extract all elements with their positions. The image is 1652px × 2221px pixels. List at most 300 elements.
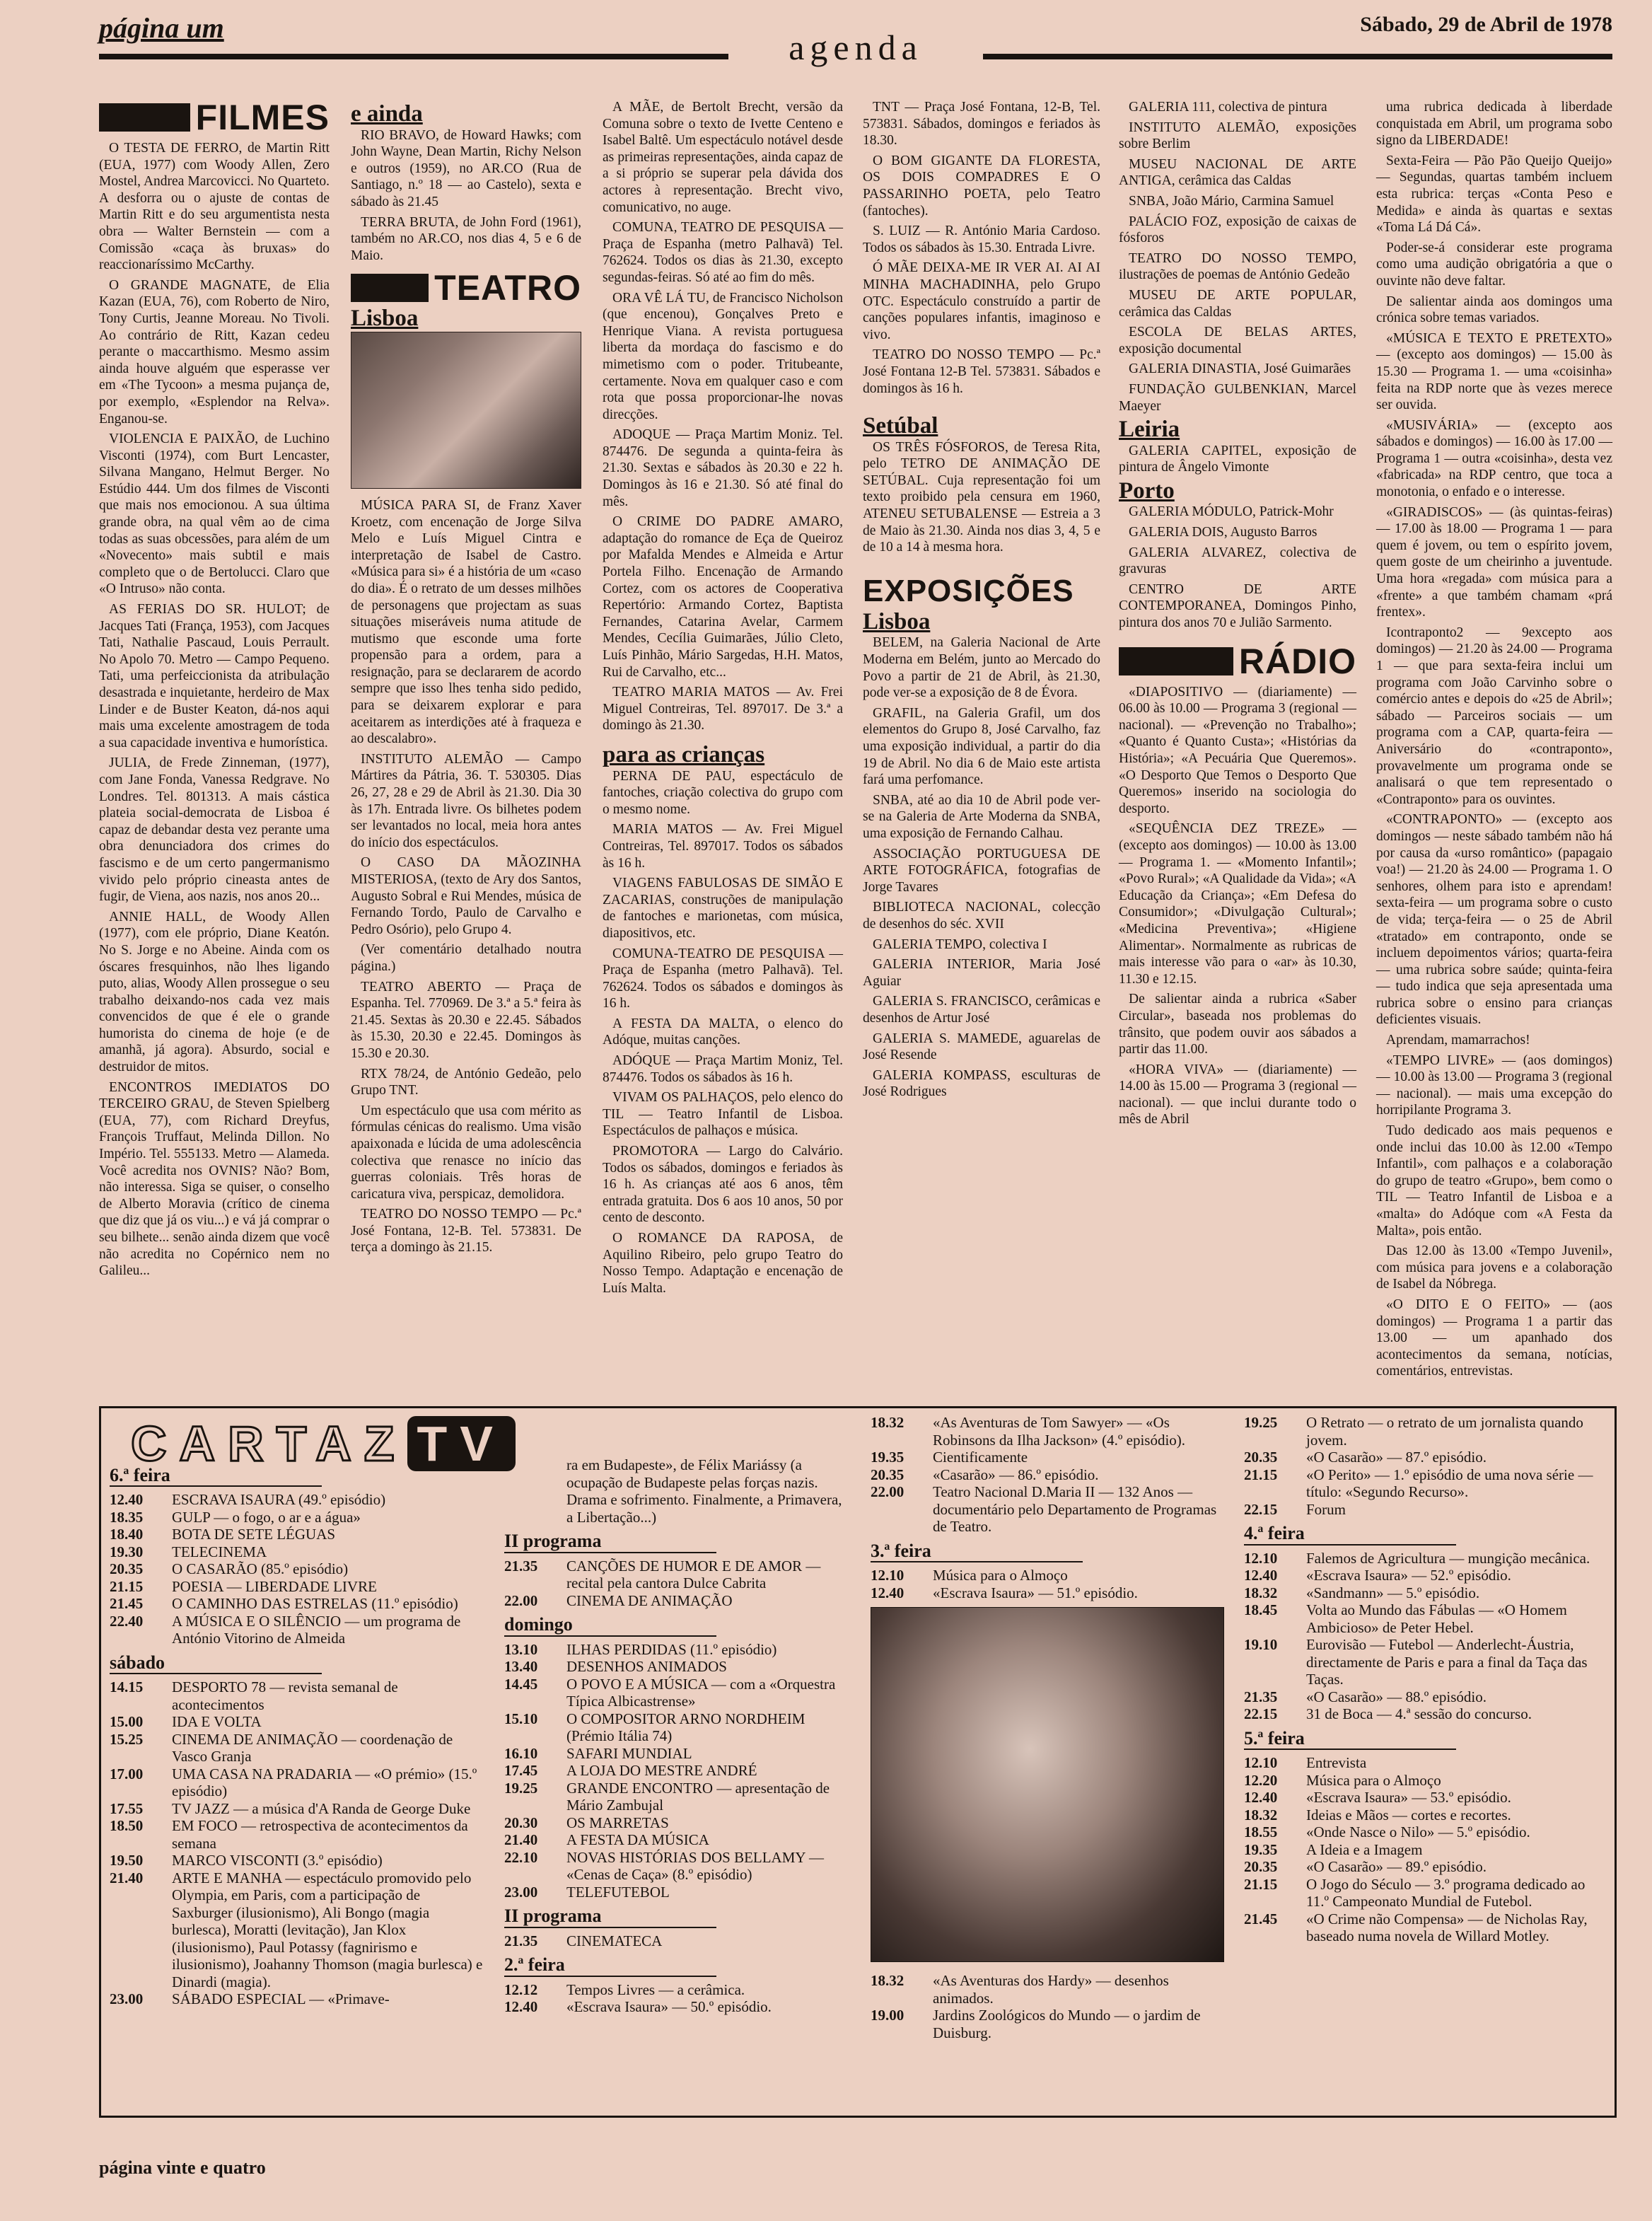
- listing-paragraph: GALERIA S. FRANCISCO, cerâmicas e desenhos de Artur José: [863, 994, 1100, 1026]
- tv-time: 12.10: [871, 1567, 904, 1584]
- cartaz-tv-box: [99, 1406, 1617, 2118]
- tv-listing-row: [504, 1780, 851, 1814]
- tv-listing-row: [504, 1745, 851, 1763]
- tv-time: 23.00: [110, 1990, 144, 2007]
- tv-listing-row: [1244, 1466, 1605, 1501]
- tv-listing-row: [110, 1491, 484, 1509]
- tv-programme: EM FOCO — retrospectiva de acontecimentos da semana: [172, 1817, 468, 1852]
- listing-paragraph: BELEM, na Galeria Nacional de Arte Moderna em Belém, junto ao Mercado do Povo a partir de 21 de Abril, às 21.30, pode ver-se a exposição de 8 de Évora.: [863, 635, 1100, 701]
- tv-listing-row: [871, 1414, 1224, 1449]
- tv-time: 20.35: [1244, 1449, 1278, 1466]
- tv-listing-row: [504, 1592, 851, 1610]
- listing-paragraph: Aprendam, mamarrachos!: [1386, 1033, 1530, 1048]
- listing-paragraph: «CONTRAPONTO» — (excepto aos domingos — neste sábado também não há por causa da «urso romântico» (papagaio voa!) — 21.20 às 24.00 — Programa 1. O senhores, olhem para isto e aprendam! sexta-feira — um programa sobre o custo de vida; terça-feira — o 25 de Abril «tratado» em contraponto, onde se incluem depoimentos vários; quarta-feira — uma rubrica sobre saúde; quinta-feira — tudo indica que seja apresentada uma rubrica sobre o ensino para crianças deficientes visuais.: [1376, 812, 1612, 1028]
- listing-paragraph: TERRA BRUTA, de John Ford (1961), também no AR.CO, nos dias 4, 5 e 6 de Maio.: [351, 214, 581, 263]
- tv-listing-row: [1244, 1501, 1605, 1519]
- listing-paragraph: ENCONTROS IMEDIATOS DO TERCEIRO GRAU, de Steven Spielberg (EUA, 77), com Richard Dreyfus, François Truffaut, Melinda Dillon. No Império. Tel. 555133. Metro — Alameda. Você acredita nos OVNIS? Não? Bom, não interessa. Siga se quiser, o conselho de Alberto Moravia (crítico de cinema que diz que já os viu...) e vá já comprar o seu bilhete... senão ainda dizem que você não acredita no Copérnico nem no Galileu...: [99, 1079, 330, 1279]
- listing-paragraph: ORA VÊ LÁ TU, de Francisco Nicholson (que encenou), Gonçalves Preto e Henrique Viana. A revista portuguesa liberta da mordaça do fascismo e do mimetismo com o poder. Tritubeante, certamente. Nova em qualquer caso e com rota que possa proporcionar-lhe novas direcções.: [603, 290, 843, 422]
- tv-time: 12.40: [110, 1491, 144, 1508]
- listing-paragraph: Sexta-Feira — Pão Pão Queijo Queijo» — Segundas, quartas também incluem esta rubrica: terças «Conta Peso e Medida» e ainda às quartas e sextas «Toma Lá Dá Cá».: [1376, 153, 1612, 236]
- column-exposicoes: [863, 99, 1100, 1358]
- tv-programme: «Escrava Isaura» — 51.º episódio.: [933, 1584, 1138, 1601]
- tv-programme: GRANDE ENCONTRO — apresentação de Mário Zambujal: [566, 1779, 830, 1814]
- tv-programme: Música para o Almoço: [1306, 1771, 1441, 1789]
- tv-programme: IDA E VOLTA: [172, 1713, 262, 1730]
- tv-day-heading: domingo: [504, 1616, 716, 1637]
- listing-paragraph: GRAFIL, na Galeria Grafil, um dos elementos do Grupo 8, José Carvalho, faz uma exposição individual, a partir do dia 19 de Abril. No dia 6 de Maio este artista fará uma perfomance.: [863, 705, 1100, 788]
- subhead-lisboa: Lisboa: [351, 306, 419, 332]
- tv-time: 18.32: [871, 1972, 904, 1989]
- listing-paragraph: RTX 78/24, de António Gedeão, pelo Grupo TNT.: [351, 1066, 581, 1098]
- tv-time: 21.15: [1244, 1466, 1278, 1483]
- section-teatro: TEATRO: [351, 274, 581, 302]
- tv-programme: «Escrava Isaura» — 52.º episódio.: [1306, 1567, 1511, 1584]
- tv-schedule-3b: [871, 1972, 1224, 2041]
- tv-time: 19.25: [504, 1779, 538, 1797]
- tv-programme: A Ideia e a Imagem: [1306, 1840, 1423, 1858]
- tv-listing-row: [1244, 1601, 1605, 1636]
- section-filmes: FILMES: [99, 103, 330, 132]
- listing-paragraph: uma rubrica dedicada à liberdade conquistada em Abril, um programa sobo signo da LIBERDADE!: [1376, 100, 1612, 149]
- listing-paragraph: «DIAPOSITIVO — (diariamente) — 06.00 às 10.00 — Programa 3 (regional — nacional). — «Prevenção no Trabalho»; «Quanto é Quanto Custa»; «Histórias da História»; «A Pecuária Que Queremos». «O Desporto Que Temos o Desporto Que Queremos» inserido na sociologia do desporto.: [1119, 684, 1356, 816]
- tv-time: 14.15: [110, 1678, 144, 1695]
- tv-time: 12.20: [1244, 1771, 1278, 1789]
- listing-paragraph: «GIRADISCOS» — (às quintas-feiras) — 17.00 às 18.00 — Programa 1 — para quem é jovem, ou tem o espírito jovem, quem goste de um cheirinho a juventude. Uma hora «regada» com música para a «frente» a que também chamam «prá frentex».: [1376, 504, 1612, 620]
- tv-listing-row: [1244, 1807, 1605, 1824]
- tv-listing-row: [504, 1558, 851, 1592]
- listing-paragraph: GALERIA ALVAREZ, colectiva de gravuras: [1119, 545, 1356, 577]
- tv-programme: O CAMINHO DAS ESTRELAS (11.º episódio): [172, 1595, 458, 1612]
- tv-programme: Falemos de Agricultura — mungição mecânica.: [1306, 1549, 1590, 1567]
- tv-time: 12.10: [1244, 1754, 1278, 1771]
- section-radio: RÁDIO: [1119, 647, 1356, 675]
- tv-listing-row: [1244, 1567, 1605, 1584]
- tv-programme: «O Casarão» — 89.º episódio.: [1306, 1858, 1487, 1875]
- tv-column-4: [1244, 1414, 1605, 2110]
- tv-time: 18.32: [1244, 1584, 1278, 1601]
- tv-programme: SAFARI MUNDIAL: [566, 1744, 692, 1762]
- exhibition-listings-b: [1119, 99, 1356, 414]
- tv-time: 21.15: [1244, 1875, 1278, 1893]
- tv-time: 14.45: [504, 1675, 538, 1693]
- tv-programme: «Escrava Isaura» — 53.º episódio.: [1306, 1789, 1511, 1806]
- tv-schedule-3a: [871, 1414, 1224, 1601]
- listing-paragraph: GALERIA MÓDULO, Patrick-Mohr: [1129, 504, 1334, 520]
- listing-paragraph: O BOM GIGANTE DA FLORESTA, OS DOIS COMPADRES E O PASSARINHO POETA, pelo Teatro (fantoches).: [863, 153, 1100, 219]
- tv-time: 21.40: [110, 1869, 144, 1886]
- subhead-porto: Porto: [1119, 477, 1175, 504]
- tv-listing-row: [110, 1713, 484, 1731]
- tv-programme: TELEFUTEBOL: [566, 1883, 670, 1901]
- tv-listing-row: [871, 1567, 1224, 1584]
- tv-time: 22.15: [1244, 1500, 1278, 1518]
- tv-programme: Eurovisão — Futebol — Anderlecht-Áustria, directamente de Paris e para a final da Taça das Taças.: [1306, 1636, 1588, 1688]
- tv-listing-row: [110, 1613, 484, 1647]
- column-exposicoes-radio: [1119, 99, 1356, 1358]
- tv-time: 21.40: [504, 1831, 538, 1848]
- listing-paragraph: O GRANDE MAGNATE, de Elia Kazan (EUA, 76), com Roberto de Niro, Tony Curtis, Jeanne Moreau. No Tivoli. Ao contrário de Ritt, Kazan cedeu perante o maccarthismo. Mesmo assim ainda houve alguém que esperasse ver em «The Tycoon» a mesma pujança de, por exemplo, «Esplendor na Relva». Enganou-se.: [99, 277, 330, 427]
- listing-paragraph: TEATRO ABERTO — Praça de Espanha. Tel. 770969. De 3.ª a 5.ª feira às 21.45. Sextas às 20.30 e 22.45. Sábados às 15.30, 20.30 e 22.45. Domingos às 15.30 e 20.30.: [351, 979, 581, 1061]
- listing-paragraph: «SEQUÊNCIA DEZ TREZE» — (excepto aos domingos) — 10.00 às 13.00 — Programa 1. — «Momento Infantil»; «Povo Rural»; «A Qualidade da Vida»; «A Educação da Criança»; «Em Defesa do Consumidor»; «Divulgação Cultural»; «Medicina Preventiva»; «Higiene Alimentar». Normalmente as rubricas de mais interesse vão para o «ar» às 10.30, 11.30 e 12.15.: [1119, 821, 1356, 987]
- tv-listing-row: [1244, 1584, 1605, 1602]
- tv-programme: ARTE E MANHA — espectáculo promovido pelo Olympia, em Paris, com a participação de Saxburger (ilusionismo), Ali Bongo (magia burlesca), Moratti (levitação), Jan Klox (ilusionismo), Paul Potassy (fagnirismo e ilusionismo), Joahanny Thomson (magia burlesca) e Dinardi (magia).: [172, 1869, 483, 1990]
- listing-paragraph: FUNDAÇÃO GULBENKIAN, Marcel Maeyer: [1119, 381, 1356, 414]
- tv-listing-row: [110, 1990, 484, 2008]
- listing-paragraph: O TESTA DE FERRO, de Martin Ritt (EUA, 1977) com Woody Allen, Zero Mostel, Andrea Marcovicci. No Quarteto. A desforra ou o ajuste de contas de Martin Ritt e do seu argumentista nesta obra — Walter Bernstein — com a Comissão «caça às bruxas» do reaccionaríssimo McCarthy.: [99, 141, 330, 273]
- tv-programme: «As Aventuras de Tom Sawyer» — «Os Robinsons da Ilha Jackson» (4.º episódio).: [933, 1414, 1186, 1449]
- tv-programme: Teatro Nacional D.Maria II — 132 Anos — documentário pelo Departamento de Programas de Teatro.: [933, 1483, 1217, 1535]
- tv-listing-row: [110, 1595, 484, 1613]
- tv-schedule-2: [504, 1456, 851, 2016]
- tv-listing-row: [871, 2007, 1224, 2041]
- tv-listing-row: [1244, 1841, 1605, 1859]
- tv-listing-row: [504, 1981, 851, 1999]
- tv-programme: SÁBADO ESPECIAL — «Primave-: [172, 1990, 390, 2007]
- listing-paragraph: COMUNA, TEATRO DE PESQUISA — Praça de Espanha (metro Palhavã) Tel. 762624. Todos os dias às 21.30, excepto segundas-feiras. Só até ao fim do mês.: [603, 220, 843, 285]
- tv-time: 16.10: [504, 1744, 538, 1762]
- listing-paragraph: INSTITUTO ALEMÃO, exposições sobre Berlim: [1119, 120, 1356, 152]
- tv-listing-row: [1244, 1754, 1605, 1772]
- tv-programme: CINEMA DE ANIMAÇÃO — coordenação de Vasco Granja: [172, 1730, 453, 1765]
- leiria-listings: [1119, 443, 1356, 476]
- tv-programme: «Escrava Isaura» — 50.º episódio.: [566, 1998, 772, 2015]
- tv-time: 18.45: [1244, 1601, 1278, 1618]
- column-radio: [1376, 99, 1612, 1379]
- section-title: agenda: [789, 28, 923, 67]
- tv-time: 21.45: [110, 1595, 144, 1612]
- tv-time: 12.10: [1244, 1549, 1278, 1567]
- listing-paragraph: SNBA, João Mário, Carmina Samuel: [1129, 193, 1334, 209]
- tv-time: 19.35: [1244, 1840, 1278, 1858]
- tv-listing-row: [504, 1456, 851, 1526]
- listing-paragraph: A MÃE, de Bertolt Brecht, versão da Comuna sobre o texto de Ivette Centeno e Isabel Baltê. Um espectáculo notável desde as primeiras representações, ainda capaz de a si próprio se superar pela dávida dos actores à representação. Brecht vivo, comunicativo, no auge.: [603, 100, 843, 215]
- column-teatro-b: [603, 99, 843, 1358]
- theatre-listings-b: [603, 99, 843, 734]
- tv-programme: Volta ao Mundo das Fábulas — «O Homem Ambicioso» de Peter Hebel.: [1306, 1601, 1567, 1636]
- tv-programme: Jardins Zoológicos do Mundo — o jardim de Duisburg.: [933, 2007, 1201, 2041]
- tv-day-heading: II programa: [504, 1908, 716, 1928]
- listing-paragraph: ESCOLA DE BELAS ARTES, exposição documental: [1119, 325, 1356, 356]
- tv-time: 22.40: [110, 1612, 144, 1630]
- listing-paragraph: GALERIA KOMPASS, esculturas de José Rodrigues: [863, 1067, 1100, 1100]
- tv-listing-row: [110, 1869, 484, 1991]
- tv-listing-row: [871, 1483, 1224, 1536]
- tv-time: 12.40: [1244, 1789, 1278, 1806]
- tv-listing-row: [504, 1884, 851, 1901]
- tv-time: 12.40: [1244, 1567, 1278, 1584]
- tv-listing-row: [504, 1932, 851, 1950]
- tv-programme: UMA CASA NA PRADARIA — «O prémio» (15.º episódio): [172, 1765, 477, 1799]
- tv-programme: POESIA — LIBERDADE LIVRE: [172, 1577, 377, 1595]
- tv-time: 22.00: [504, 1591, 538, 1609]
- listing-paragraph: AS FERIAS DO SR. HULOT; de Jacques Tati (França, 1953), com Jacques Tati, Nathalie Pascaud, Louis Perrault. No Apolo 70. Metro — Campo Pequeno. Tati, uma perfeiccionista da atribulação desastrada e inquietante, herdeiro de Max Linder e de Buster Keaton, dá-nos aqui mais uma excelente amostragem de toda a sua capacidade inventiva e humorística.: [99, 602, 330, 750]
- tv-listing-row: [1244, 1772, 1605, 1790]
- listing-paragraph: GALERIA DINASTIA, José Guimarães: [1129, 361, 1351, 377]
- tv-programme: O POVO E A MÚSICA — com a «Orquestra Típica Albicastrense»: [566, 1675, 836, 1710]
- tv-programme: O Retrato — o retrato de um jornalista quando jovem.: [1306, 1414, 1583, 1449]
- children-listings: [603, 768, 843, 1297]
- tv-day-heading: 4.ª feira: [1244, 1525, 1456, 1546]
- tv-time: [504, 1456, 566, 1526]
- listing-paragraph: MUSEU DE ARTE POPULAR, cerâmica das Caldas: [1119, 287, 1356, 320]
- listing-paragraph: (Ver comentário detalhado noutra página.): [351, 942, 581, 974]
- column-teatro-a: [351, 99, 581, 1358]
- tv-programme: TV JAZZ — a música d'A Randa de George Duke: [172, 1799, 471, 1817]
- tv-programme: ILHAS PERDIDAS (11.º episódio): [566, 1640, 777, 1658]
- subhead-setubal: Setúbal: [863, 413, 938, 439]
- listing-paragraph: O ROMANCE DA RAPOSA, de Aquilino Ribeiro, pelo grupo Teatro do Nosso Tempo. Adaptação e encenação de Luís Malta.: [603, 1231, 843, 1296]
- listing-paragraph: «MÚSICA E TEXTO E PRETEXTO» — (excepto aos domingos) — 15.00 às 15.30 — Programa 1. — uma «coisinha» feita na RDP norte que às vezes merece ser ouvida.: [1376, 330, 1612, 413]
- tv-programme: MARCO VISCONTI (3.º episódio): [172, 1852, 383, 1869]
- tv-column-1: [110, 1414, 506, 2110]
- listing-paragraph: TEATRO MARIA MATOS — Av. Frei Miguel Contreiras, Tel. 897017. De 3.ª a domingo às 21.30.: [603, 685, 843, 733]
- header-rule-right: [983, 54, 1612, 59]
- tv-schedule-4: [1244, 1414, 1605, 1945]
- tv-listing-row: [1244, 1550, 1605, 1567]
- tv-time: 19.50: [110, 1852, 144, 1869]
- tv-listing-row: [110, 1560, 484, 1578]
- tv-programme: «Onde Nasce o Nilo» — 5.º episódio.: [1306, 1823, 1530, 1840]
- tv-programme: «As Aventuras dos Hardy» — desenhos animados.: [933, 1972, 1169, 2007]
- listing-paragraph: Tudo dedicado aos mais pequenos e onde inclui das 10.00 às 12.00 «Tempo Infantil», com palhaços e a colaboração do grupo de teatro «Grupo», bem como o TIL — Teatro Infantil de Lisboa e a «malta» do Adóque com «A Festa da Malta», pois então.: [1376, 1123, 1612, 1239]
- tv-time: 22.00: [871, 1483, 904, 1500]
- tv-time: 21.35: [504, 1557, 538, 1575]
- tv-day-heading: 2.ª feira: [504, 1956, 716, 1977]
- tv-listing-row: [110, 1678, 484, 1713]
- tv-listing-row: [1244, 1910, 1605, 1945]
- listing-paragraph: De salientar ainda a rubrica «Saber Circular», baseada nos problemas do trânsito, que podem ouvir aos sábados a partir das 11.00.: [1119, 992, 1356, 1057]
- tv-listing-row: [871, 1449, 1224, 1466]
- tv-time: 12.40: [871, 1584, 904, 1601]
- tv-programme: O COMPOSITOR ARNO NORDHEIM (Prémio Itália 74): [566, 1710, 805, 1744]
- tv-programme: TELECINEMA: [172, 1543, 267, 1560]
- subhead-leiria: Leiria: [1119, 417, 1180, 443]
- tv-programme: «O Crime não Compensa» — de Nicholas Ray, baseado numa novela de Willard Motley.: [1306, 1910, 1588, 1944]
- listing-paragraph: GALERIA INTERIOR, Maria José Aguiar: [863, 957, 1100, 989]
- tv-listing-row: [1244, 1823, 1605, 1841]
- page-footer: página vinte e quatro: [99, 2157, 266, 2178]
- listing-paragraph: CENTRO DE ARTE CONTEMPORANEA, Domingos Pinho, pintura dos anos 70 e Julião Sarmento.: [1119, 581, 1356, 631]
- tv-time: 19.25: [1244, 1414, 1278, 1431]
- tv-time: 21.35: [504, 1932, 538, 1949]
- tv-listing-row: [871, 1972, 1224, 2007]
- listing-paragraph: GALERIA 111, colectiva de pintura: [1129, 100, 1327, 115]
- tv-listing-row: [1244, 1789, 1605, 1807]
- listing-paragraph: BIBLIOTECA NACIONAL, colecção de desenhos do séc. XVII: [863, 900, 1100, 932]
- listing-paragraph: GALERIA TEMPO, colectiva I: [873, 936, 1047, 952]
- subhead-criancas: para as crianças: [603, 741, 765, 767]
- listing-paragraph: PALÁCIO FOZ, exposição de caixas de fósforos: [1119, 214, 1356, 246]
- tv-time: 21.15: [110, 1577, 144, 1595]
- listing-paragraph: MÚSICA PARA SI, de Franz Xaver Kroetz, com encenação de Jorge Silva Melo e Luís Miguel Cintra e interpretação de Isabel de Castro. «Música para si» é a história de um «caso do dia». É o retrato de um desses milhões de personagens que projectam as suas situações miseráveis numa atitude de mutismo que esconde uma forte propensão para a ordem, para a resignação, para se declararem de acordo sempre que isso lhes tenha sido pedido, para se deixarem explorar e para aceitarem as interdições até à fraqueza e ao descalabro».: [351, 497, 581, 747]
- tv-photo: [871, 1607, 1224, 1962]
- listing-paragraph: PERNA DE PAU, espectáculo de fantoches, criação colectiva do grupo com o mesmo nome.: [603, 768, 843, 817]
- tv-programme: CINEMATECA: [566, 1932, 663, 1949]
- tv-time: 22.15: [1244, 1705, 1278, 1722]
- listing-paragraph: Um espectáculo que usa com mérito as fórmulas cénicas do realismo. Uma visão apaixonada e lúcida de uma adolescência colectiva que renasce no início das guerras coloniais. Três horas de caricatura viva, perspicaz, demolidora.: [351, 1103, 581, 1202]
- tv-listing-row: [110, 1526, 484, 1543]
- tv-listing-row: [110, 1543, 484, 1561]
- tv-time: 18.50: [110, 1817, 144, 1834]
- tv-time: 19.10: [1244, 1636, 1278, 1653]
- listing-paragraph: ADÓQUE — Praça Martim Moniz, Tel. 874476. Todos os sábados às 16 h.: [603, 1053, 843, 1085]
- column-filmes: [99, 99, 330, 1358]
- film-listings: [99, 140, 330, 1280]
- tv-listing-row: [504, 1658, 851, 1676]
- tv-programme: Ideias e Mãos — cortes e recortes.: [1306, 1806, 1511, 1823]
- tv-listing-row: [110, 1800, 484, 1818]
- tv-listing-row: [110, 1817, 484, 1852]
- tv-listing-row: [1244, 1688, 1605, 1706]
- listing-paragraph: ADOQUE — Praça Martim Moniz. Tel. 874476. De segunda a quinta-feira às 21.30. Sextas e sábados às 20.30 e 22 h. Domingos às 16 e 21.30. Só até final do mês.: [603, 427, 843, 509]
- tv-programme: «O Perito» — 1.º episódio de uma nova série — título: «Segundo Recurso».: [1306, 1466, 1593, 1500]
- listing-paragraph: O CASO DA MÃOZINHA MISTERIOSA, (texto de Ary dos Santos, Augusto Sobral e Rui Mendes, música de Fernando Tordo, Paulo de Carvalho e Pedro Osório), pelo Grupo 4.: [351, 855, 581, 937]
- tv-programme: Tempos Livres — a cerâmica.: [566, 1981, 745, 1998]
- listing-paragraph: TNT — Praça José Fontana, 12-B, Tel. 573831. Sábados, domingos e feriados às 18.30.: [863, 100, 1100, 149]
- tv-time: 20.35: [110, 1560, 144, 1577]
- tv-listing-row: [110, 1731, 484, 1765]
- tv-programme: «Casarão» — 86.º episódio.: [933, 1466, 1099, 1483]
- listing-paragraph: «TEMPO LIVRE» — (aos domingos) — 10.00 às 13.00 — Programa 3 (regional — nacional). — mais uma excepção do horripilante Programa 3.: [1376, 1052, 1612, 1118]
- tv-listing-row: [504, 1998, 851, 2016]
- exhibition-listings-a: [863, 634, 1100, 1100]
- listing-paragraph: Poder-se-á considerar este programa como uma audição obrigatória a que o ouvinte não deve faltar.: [1376, 240, 1612, 289]
- radio-listings-b: [1376, 99, 1612, 1380]
- subhead-e-ainda: e ainda: [351, 101, 423, 127]
- listing-paragraph: COMUNA-TEATRO DE PESQUISA — Praça de Espanha (metro Palhavã). Tel. 762624. Todos os sábados e domingos às 16 h.: [603, 946, 843, 1011]
- tv-listing-row: [110, 1578, 484, 1596]
- listing-paragraph: TEATRO DO NOSSO TEMPO, ilustrações de poemas de António Gedeão: [1119, 250, 1356, 283]
- tv-listing-row: [871, 1584, 1224, 1602]
- tv-listing-row: [1244, 1876, 1605, 1910]
- tv-programme: 31 de Boca — 4.ª sessão do concurso.: [1306, 1705, 1532, 1722]
- page-header: [99, 10, 1612, 67]
- tv-time: 20.35: [871, 1466, 904, 1483]
- listing-paragraph: GALERIA S. MAMEDE, aguarelas de José Resende: [863, 1031, 1100, 1063]
- tv-listing-row: [1244, 1858, 1605, 1876]
- tv-programme: «O Casarão» — 87.º episódio.: [1306, 1449, 1487, 1466]
- tv-programme: ra em Budapeste», de Félix Mariássy (a ocupação de Budapeste pelas forças nazis. Drama e sofrimento. Finalmente, a Primavera, a Libertação...): [566, 1456, 842, 1526]
- tv-time: 13.10: [504, 1640, 538, 1658]
- tv-listing-row: [110, 1765, 484, 1800]
- tv-day-heading: II programa: [504, 1533, 716, 1553]
- tv-listing-row: [504, 1762, 851, 1780]
- listing-paragraph: TEATRO DO NOSSO TEMPO — Pc.ª José Fontana 12-B Tel. 573831. Sábados e domingos às 16 h.: [863, 347, 1100, 396]
- tv-programme: A LOJA DO MESTRE ANDRÉ: [566, 1762, 757, 1779]
- tv-programme: Entrevista: [1306, 1754, 1367, 1771]
- tv-listing-row: [1244, 1414, 1605, 1449]
- tv-time: 18.35: [110, 1508, 144, 1526]
- tv-programme: CINEMA DE ANIMAÇÃO: [566, 1591, 733, 1609]
- tv-listing-row: [110, 1509, 484, 1526]
- tv-time: 19.00: [871, 2007, 904, 2024]
- tv-column-2: [504, 1414, 851, 2110]
- theatre-photo: [351, 332, 581, 489]
- listing-paragraph: «O DITO E O FEITO» — (aos domingos) — Programa 1 a partir das 13.00 — um apanhado dos acontecimentos da semana, notícias, comentários, entrevistas.: [1376, 1297, 1612, 1379]
- listing-paragraph: «MUSIVÁRIA» — (excepto aos sábados e domingos) — 16.00 às 17.00 — Programa 1 — outra «coisinha», desta vez «fabricada» na RDP centro, que toca a monotonia, o enfado e o interesse.: [1376, 417, 1612, 500]
- listing-paragraph: RIO BRAVO, de Howard Hawks; com John Wayne, Dean Martin, Richy Nelson e outros (1959), no AR.CO (Rua de Santiago, n.º 18 — ao Castelo), sexta e sábado às 21.45: [351, 127, 581, 209]
- tv-time: 18.55: [1244, 1823, 1278, 1840]
- tv-programme: DESPORTO 78 — revista semanal de acontecimentos: [172, 1678, 398, 1713]
- listing-paragraph: O CRIME DO PADRE AMARO, adaptação do romance de Eça de Queiroz por Mafalda Mendes e Almeida e Artur Portela Filho. Encenação de Armando Cortez, com os actores de Cooperativa Repertório: Armando Cortez, Baptista Fernandes, Catarina Avelar, Carmem Mendes, Cecília Guimarães, Júlio Cleto, Luís Pinhão, Mário Sargedas, H.H. Matos, Rui de Carvalho, etc...: [603, 514, 843, 680]
- tv-time: 17.55: [110, 1799, 144, 1817]
- section-exposicoes: EXPOSIÇÕES: [863, 573, 1074, 608]
- cartaz-tv-logo: CARTAZ TV: [131, 1435, 484, 1453]
- tv-time: 15.10: [504, 1710, 538, 1727]
- tv-time: 19.35: [871, 1449, 904, 1466]
- tv-listing-row: [504, 1849, 851, 1884]
- tv-time: 18.32: [1244, 1806, 1278, 1823]
- listing-paragraph: MARIA MATOS — Av. Frei Miguel Contreiras, Tel. 897017. Todos os sábados às 16 h.: [603, 822, 843, 871]
- tv-time: 20.35: [1244, 1858, 1278, 1875]
- tv-listing-row: [1244, 1449, 1605, 1466]
- tv-time: 20.30: [504, 1814, 538, 1831]
- tv-time: 18.32: [871, 1414, 904, 1431]
- tv-programme: O CASARÃO (85.º episódio): [172, 1560, 349, 1577]
- listing-paragraph: JULIA, de Frede Zinneman, (1977), com Jane Fonda, Vanessa Redgrave. No Londres. Tel. 801313. A mais cástica plateia social-democrata de Lisboa é capaz de debandar desta vez perante uma obra denunciadora dos crimes do fascismo e de um certo pangermanismo vivido pelo próprio cineasta antes de fugir, de Viena, aos nazis, nos anos 20...: [99, 755, 330, 905]
- tv-listing-row: [1244, 1636, 1605, 1688]
- extra-films: [351, 127, 581, 265]
- listing-paragraph: De salientar ainda aos domingos uma crónica sobre temas variados.: [1376, 294, 1612, 326]
- tv-listing-row: [504, 1641, 851, 1659]
- listing-paragraph: VIAGENS FABULOSAS DE SIMÃO E ZACARIAS, construções de manipulação de fantoches e marionetas, com música, diapositivos, etc.: [603, 876, 843, 941]
- tv-day-heading: sábado: [110, 1654, 322, 1675]
- listing-paragraph: Icontraponto2 — 9excepto aos domingos) — 21.20 às 24.00 — Programa 1 — que para sexta-feira inclui um programa com João Carvinho sobre o comércio antes e depois do «25 de Abril»; sábado — Parceiros sociais — um programa com a CAP, quarta-feira — Aniversário do «contraponto», provavelmente um programa onde se analisará o que tem representado o «Contraponto» para os ouvintes.: [1376, 625, 1612, 807]
- tv-listing-row: [871, 1466, 1224, 1484]
- tv-listing-row: [504, 1814, 851, 1832]
- tv-time: 12.40: [504, 1998, 538, 2015]
- radio-listings-a: [1119, 684, 1356, 1128]
- tv-time: 18.40: [110, 1526, 144, 1543]
- tv-time: 21.45: [1244, 1910, 1278, 1927]
- tv-time: 17.00: [110, 1765, 144, 1782]
- tv-time: 17.45: [504, 1762, 538, 1779]
- listing-paragraph: GALERIA CAPITEL, exposição de pintura de Ângelo Vimonte: [1119, 443, 1356, 475]
- tv-programme: O Jogo do Século — 3.º programa dedicado ao 11.º Campeonato Mundial de Futebol.: [1306, 1875, 1586, 1910]
- tv-programme: A FESTA DA MÚSICA: [566, 1831, 709, 1848]
- tv-programme: OS MARRETAS: [566, 1814, 669, 1831]
- tv-programme: Cientificamente: [933, 1449, 1028, 1466]
- tv-programme: «O Casarão» — 88.º episódio.: [1306, 1688, 1487, 1705]
- listing-paragraph: VIVAM OS PALHAÇOS, pelo elenco do TIL — Teatro Infantil de Lisboa. Espectáculos de palhaços e música.: [603, 1090, 843, 1139]
- tv-day-heading: 3.ª feira: [871, 1543, 1083, 1563]
- tv-listing-row: [110, 1852, 484, 1869]
- tv-day-heading: 6.ª feira: [110, 1467, 322, 1488]
- tv-programme: DESENHOS ANIMADOS: [566, 1658, 727, 1675]
- listing-paragraph: GALERIA DOIS, Augusto Barros: [1129, 525, 1317, 540]
- tv-time: 22.10: [504, 1848, 538, 1866]
- tv-programme: BOTA DE SETE LÉGUAS: [172, 1526, 336, 1543]
- page-label: página um: [99, 12, 224, 44]
- tv-time: 15.00: [110, 1713, 144, 1730]
- listing-paragraph: ASSOCIAÇÃO PORTUGUESA DE ARTE FOTOGRÁFICA, fotografias de Jorge Tavares: [863, 846, 1100, 895]
- theatre-listings-a: [351, 497, 581, 1256]
- listing-paragraph: OS TRÊS FÓSFOROS, de Teresa Rita, pelo TETRO DE ANIMAÇÃO DE SETÚBAL. Cuja representação foi um texto proibido pela censura em 1960, ATENEU SETUBALENSE — Estreia a 3 de Maio às 21.30. Ainda nos dias 3, 4, 5 e de 10 a 14 à mesma hora.: [863, 439, 1100, 555]
- tv-time: 19.30: [110, 1543, 144, 1560]
- subhead-lisboa-expo: Lisboa: [863, 608, 931, 634]
- tv-listing-row: [504, 1676, 851, 1710]
- tv-listing-row: [504, 1831, 851, 1849]
- tv-time: 23.00: [504, 1883, 538, 1901]
- listing-paragraph: INSTITUTO ALEMÃO — Campo Mártires da Pátria, 36. T. 530305. Dias 26, 27, 28 e 29 de Abril às 21.30. Dia 30 às 17h. Entrada livre. Os bilhetes podem ser levantados no local, meia hora antes do início dos espectáculos.: [351, 751, 581, 850]
- listing-paragraph: PROMOTORA — Largo do Calvário. Todos os sábados, domingos e feriados às 16 h. As crianças até aos 6 anos, têm entrada gratuita. Dos 6 aos 10 anos, 50 por cento de desconto.: [603, 1144, 843, 1226]
- listing-paragraph: «HORA VIVA» — (diariamente) — 14.00 às 15.00 — Programa 3 (regional — nacional). — que inclui durante todo o mês de Abril: [1119, 1062, 1356, 1127]
- porto-listings: [1119, 504, 1356, 631]
- tv-programme: Música para o Almoço: [933, 1567, 1068, 1584]
- listing-paragraph: VIOLENCIA E PAIXÃO, de Luchino Visconti (1974), com Burt Lencaster, Silvana Mangano, Helmut Berger. No Estúdio 444. Um dos filmes de Visconti que mais nos emocionou. A sua última grande obra, na qual vêm ao de cima todas as suas obcessões, para além de um «Novecento» mais subtil e mais completo que o de Bertolucci. Claro que «O Intruso» não conta.: [99, 431, 330, 597]
- listing-paragraph: TEATRO DO NOSSO TEMPO — Pc.ª José Fontana, 12-B. Tel. 573831. De terça a domingo às 21.15.: [351, 1207, 581, 1256]
- issue-date: Sábado, 29 de Abril de 1978: [1360, 13, 1612, 36]
